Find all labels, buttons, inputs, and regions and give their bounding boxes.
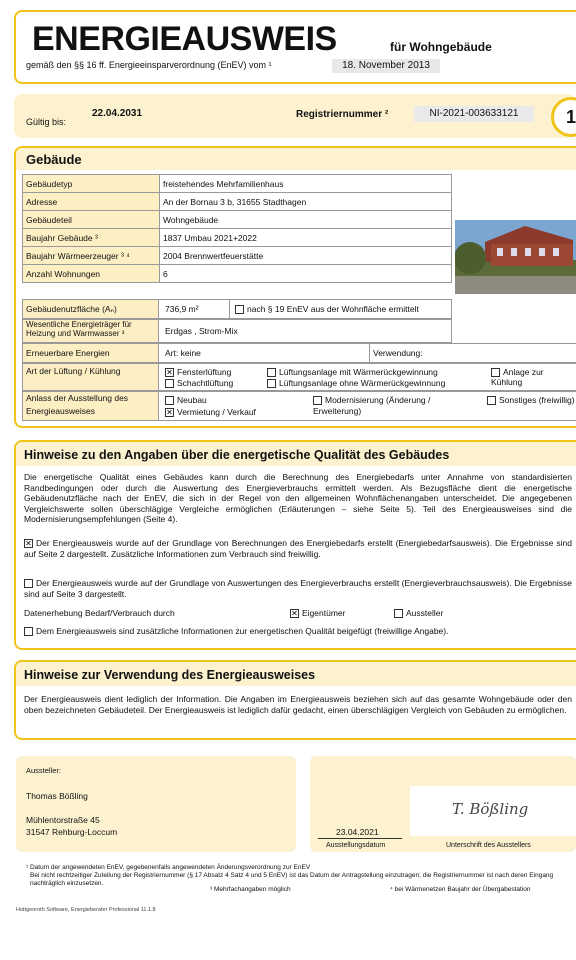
footnote-1: ¹ Datum der angewendeten EnEV, gegebenenfalls angewendeten Änderungsverordnung zur EnEV (26, 864, 311, 871)
issuer-city: 31547 Rehburg-Loccum (26, 827, 118, 837)
vent-option: Anlage zur Kühlung (491, 367, 544, 388)
vent-option: Schachtlüftung (177, 378, 234, 388)
table-row (23, 193, 452, 211)
renewables-usage: Verwendung: (373, 348, 423, 358)
hints-option-demand-text: Der Energieausweis wurde auf der Grundlage von Berechnungen des Energiebedarfs erstellt (Energiebedarfsausweis). Die Ergebnisse sind auf Seite 2 dargestellt. Zusätzliche Informationen zum Verbrauch sind freiwillig. (24, 538, 572, 559)
hints-heading: Hinweise zu den Angaben über die energetische Qualität des Gebäudes (24, 448, 450, 462)
vent-option: Lüftungsanlage mit Wärmerückgewinnung (279, 367, 438, 377)
issuer-name: Thomas Bößling (26, 791, 88, 801)
footnote-2-text: Bei nicht rechtzeitiger Zuteilung der Registriernummer (§ 17 Absatz 4 Satz 4 und 5 EnEV) ist das Datum der Antragstellung einzutragen; die Registriernummer ist nach deren Eingang nachträglich einzusetzen. (30, 872, 554, 887)
row-label: Gebäudeteil (23, 211, 160, 229)
signature-label: Unterschrift des Ausstellers (446, 842, 531, 849)
reason-option: Modernisierung (Änderung / Erweiterung) (313, 395, 431, 416)
building-heading: Gebäude (26, 152, 82, 167)
footnote-4: ⁴ bei Wärmenetzen Baujahr der Übergabestation (390, 886, 531, 893)
ventilation-label: Art der Lüftung / Kühlung (23, 364, 159, 390)
row-value: 6 (160, 265, 452, 283)
footnote-1-text: Datum der angewendeten EnEV, gegebenenfalls angewendeten Änderungsverordnung zur EnEV (29, 864, 311, 871)
extra-info-text: Dem Energieausweis sind zusätzliche Informationen zur energetischen Qualität beigefügt (freiwillige Angabe). (36, 626, 449, 636)
signature: T. Bößling (452, 800, 529, 818)
hints-option-consumption-text: Der Energieausweis wurde auf der Grundlage von Auswertungen des Energieverbrauchs erstellt (Energieverbrauchsausweis). Die Ergebnisse sind auf Seite 3 dargestellt. (24, 578, 572, 599)
checkbox-checked-icon[interactable]: ✕ (166, 408, 173, 418)
row-label: Baujahr Gebäude ³ (23, 229, 160, 247)
energy-carrier-row (22, 319, 452, 343)
owner-label: Eigentümer (302, 608, 346, 618)
footnote-3: ³ Mehrfachangaben möglich (210, 886, 291, 893)
vent-checkbox[interactable] (267, 368, 276, 377)
reason-checkbox[interactable] (487, 396, 496, 405)
reason-row (22, 391, 576, 421)
registration-label: Registriernummer ² (296, 109, 389, 120)
issuer-label: Aussteller: (26, 766, 62, 775)
row-label: Gebäudetyp (23, 175, 160, 193)
area-option-checkbox[interactable] (235, 305, 244, 314)
issuer-street: Mühlentorstraße 45 (26, 815, 100, 825)
checkbox-icon[interactable] (24, 627, 33, 636)
area-row (22, 299, 452, 319)
issue-date-line (318, 838, 402, 839)
checkbox-checked-icon[interactable]: ✕ (291, 609, 298, 619)
building-photo (455, 220, 576, 294)
area-option-label: nach § 19 EnEV aus der Wohnfläche ermittelt (247, 304, 419, 314)
valid-until-value: 22.04.2031 (92, 108, 143, 119)
vent-option: Fensterlüftung (177, 367, 232, 377)
usage-heading: Hinweise zur Verwendung des Energieausweises (24, 668, 316, 682)
row-label: Baujahr Wärmeerzeuger ³ ⁴ (23, 247, 160, 265)
usage-text: Der Energieausweis dient lediglich der Information. Die Angaben im Energieausweis beziehen sich auf das gesamte Wohngebäude oder den oben bezeichneten Gebäudeteil. Der Energieausweis ist lediglich dafür gedacht, einen überschlägigen Vergleich von Gebäuden zu ermöglichen. (24, 694, 572, 715)
reason-option: Neubau (177, 395, 207, 405)
checkbox-icon[interactable] (24, 579, 33, 588)
reason-checkbox[interactable] (165, 396, 174, 405)
table-row (23, 265, 452, 283)
vent-checkbox[interactable] (165, 379, 174, 388)
issue-date-label: Ausstellungsdatum (326, 842, 386, 849)
valid-until-label: Gültig bis: (26, 117, 67, 127)
row-label: Adresse (23, 193, 160, 211)
ventilation-row (22, 363, 576, 391)
reason-option: Vermietung / Verkauf (177, 407, 256, 417)
data-owner (290, 608, 345, 619)
table-row (23, 211, 452, 229)
vent-option: Lüftungsanlage ohne Wärmerückgewinnung (279, 378, 446, 388)
vent-checkbox[interactable] (491, 368, 500, 377)
data-collection-label: Datenerhebung Bedarf/Verbrauch durch (24, 608, 175, 618)
energy-carrier-label: Wesentliche Energieträger für Heizung und Warmwasser ³ (23, 320, 159, 342)
building-heading-bar (16, 148, 576, 170)
hints-option-consumption (24, 578, 572, 599)
issuer-option-label: Aussteller (406, 608, 444, 618)
checkbox-checked-icon[interactable]: ✕ (25, 539, 32, 549)
reason-checkbox[interactable] (313, 396, 322, 405)
area-label: Gebäudenutzfläche (Aₙ) (23, 300, 159, 318)
footnote-4-text: bei Wärmenetzen Baujahr der Übergabestation (394, 886, 531, 893)
renewables-row (22, 343, 576, 363)
vent-checkbox[interactable] (267, 379, 276, 388)
page-number-badge: 1 (551, 97, 576, 137)
reason-label: Anlass der Ausstellung des Energieausweises (23, 392, 159, 420)
issue-date: 23.04.2021 (336, 827, 379, 837)
energy-carrier-value: Erdgas , Strom-Mix (165, 326, 238, 336)
row-label: Anzahl Wohnungen (23, 265, 160, 283)
data-issuer (394, 608, 443, 619)
footnote-3-text: Mehrfachangaben möglich (213, 886, 291, 893)
legal-line: gemäß den §§ 16 ff. Energieeinsparverordnung (EnEV) vom ¹ (26, 60, 272, 70)
document-title: ENERGIEAUSWEIS (32, 20, 337, 58)
reason-option: Sonstiges (freiwillig) (499, 395, 575, 405)
table-row (23, 229, 452, 247)
renewables-label: Erneuerbare Energien (23, 344, 159, 362)
checkbox-icon[interactable] (394, 609, 403, 618)
hints-option-demand (24, 538, 572, 559)
extra-info (24, 626, 572, 637)
row-value: Wohngebäude (160, 211, 452, 229)
renewables-type: Art: keine (165, 348, 201, 358)
row-value: freistehendes Mehrfamilienhaus (160, 175, 452, 193)
table-row (23, 175, 452, 193)
document-subtitle: für Wohngebäude (390, 40, 492, 54)
hints-paragraph: Die energetische Qualität eines Gebäudes kann durch die Berechnung des Energiebedarfs unter Annahme von standardisierten Randbedingungen oder durch die Auswertung des Energieverbrauchs ermittelt werden. Als Bezugsfläche dient die energetische Gebäudenutzfläche nach der EnEV, die sich in der Regel von den allgemeinen Wohnflächenangaben unterscheidet. Die angegebenen Vergleichswerte sollen überschlägige Vergleiche ermöglichen (Erläuterungen – siehe Seite 5). Teil des Energieausweises sind die Modernisierungsempfehlungen (Seite 4). (24, 472, 572, 524)
checkbox-checked-icon[interactable]: ✕ (166, 368, 173, 378)
building-table (22, 174, 452, 283)
row-value: An der Bornau 3 b, 31655 Stadthagen (160, 193, 452, 211)
software-credit: Hottgenroth Software, Energieberater Professional 11.1.8 (16, 907, 156, 913)
row-value: 2004 Brennwertfeuerstätte (160, 247, 452, 265)
area-value: 736,9 m² (165, 304, 199, 314)
registration-number: NI-2021-003633121 (414, 106, 534, 122)
table-row (23, 247, 452, 265)
row-value: 1837 Umbau 2021+2022 (160, 229, 452, 247)
legal-date: 18. November 2013 (332, 59, 440, 73)
